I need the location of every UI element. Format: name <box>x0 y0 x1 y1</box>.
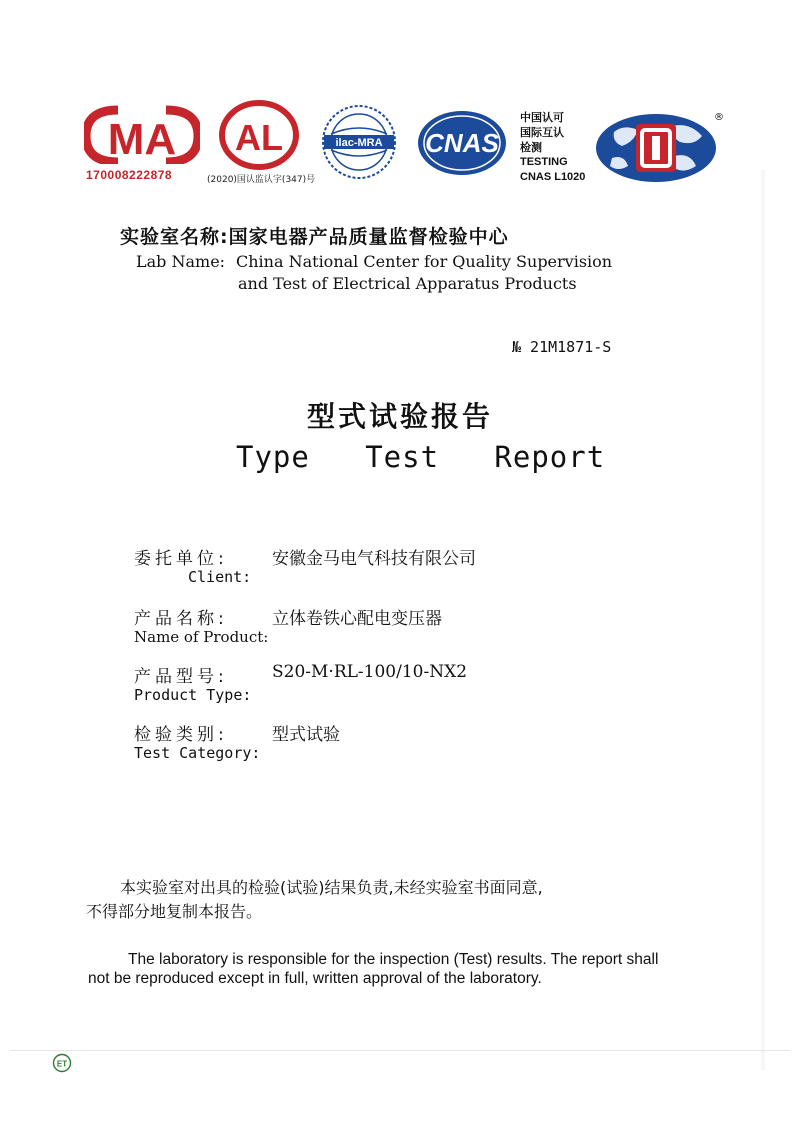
cal-logo-text: AL <box>235 117 283 158</box>
footer-mark <box>52 1053 72 1077</box>
cma-number: 170008222878 <box>86 168 173 182</box>
report-number: № 21M1871-S <box>512 338 612 356</box>
footer-mark-text: ET <box>56 1059 68 1069</box>
product-type-value: S20-M·RL-100/10-NX2 <box>272 662 468 682</box>
lab-value-zh: 国家电器产品质量监督检验中心 <box>228 226 509 248</box>
mutual-recognition-text <box>520 110 585 185</box>
test-category-value: 型式试验 <box>272 725 340 745</box>
client-label-zh: 委托单位: <box>134 549 228 569</box>
footer-divider <box>10 1050 790 1051</box>
cma-logo <box>84 104 200 164</box>
test-category-label-zh: 检验类别: <box>134 725 228 745</box>
scan-edge-shadow <box>760 170 766 1070</box>
product-type-label-zh: 产品型号: <box>134 667 228 687</box>
mutual-line-1: 中国认可 <box>520 111 564 124</box>
cal-caption: (2020)国认监认字(347)号 <box>207 175 316 185</box>
product-type-label-en: Product Type: <box>134 686 252 704</box>
report-title-en: Type Test Report <box>236 440 606 474</box>
ilac-mra-logo <box>318 100 400 184</box>
cnas-logo-text: CNAS <box>425 128 499 158</box>
client-value: 安徽金马电气科技有限公司 <box>272 549 476 569</box>
product-name-value: 立体卷铁心配电变压器 <box>272 609 442 629</box>
report-title-zh: 型式试验报告 <box>306 400 493 433</box>
mutual-line-4: TESTING <box>520 156 568 168</box>
product-name-label-zh: 产品名称: <box>134 609 228 629</box>
test-category-label-en: Test Category: <box>134 744 261 762</box>
product-name-label-en: Name of Product: <box>134 628 269 646</box>
mutual-line-5: CNAS L1020 <box>520 171 586 183</box>
lab-label-zh: 实验室名称: <box>120 226 229 248</box>
lab-name-en-line-1 <box>136 252 612 271</box>
cma-logo-text: MA <box>107 115 177 164</box>
client-label-en: Client: <box>188 568 252 586</box>
notice-zh-line-1: 本实验室对出具的检验(试验)结果负责,未经实验室书面同意, <box>120 878 543 897</box>
lab-label-en: Lab Name: <box>136 252 226 271</box>
ilac-logo-text: ilac-MRA <box>335 137 383 149</box>
lab-name-en-line-2: and Test of Electrical Apparatus Products <box>238 274 577 293</box>
notice-en-line-2: not be reproduced except in full, written approval of the laboratory. <box>88 970 542 987</box>
mutual-line-3: 检测 <box>520 141 542 154</box>
registered-mark: ® <box>714 112 724 123</box>
cal-logo <box>218 100 300 170</box>
notice-zh-line-2: 不得部分地复制本报告。 <box>86 902 263 921</box>
cnas-logo <box>414 108 510 178</box>
mutual-line-2: 国际互认 <box>520 126 564 139</box>
lab-value-en-1: China National Center for Quality Supervision <box>236 252 613 271</box>
cqc-logo <box>594 112 724 184</box>
lab-name-zh <box>120 222 509 249</box>
notice-en-line-1: The laboratory is responsible for the inspection (Test) results. The report shall <box>128 951 659 968</box>
